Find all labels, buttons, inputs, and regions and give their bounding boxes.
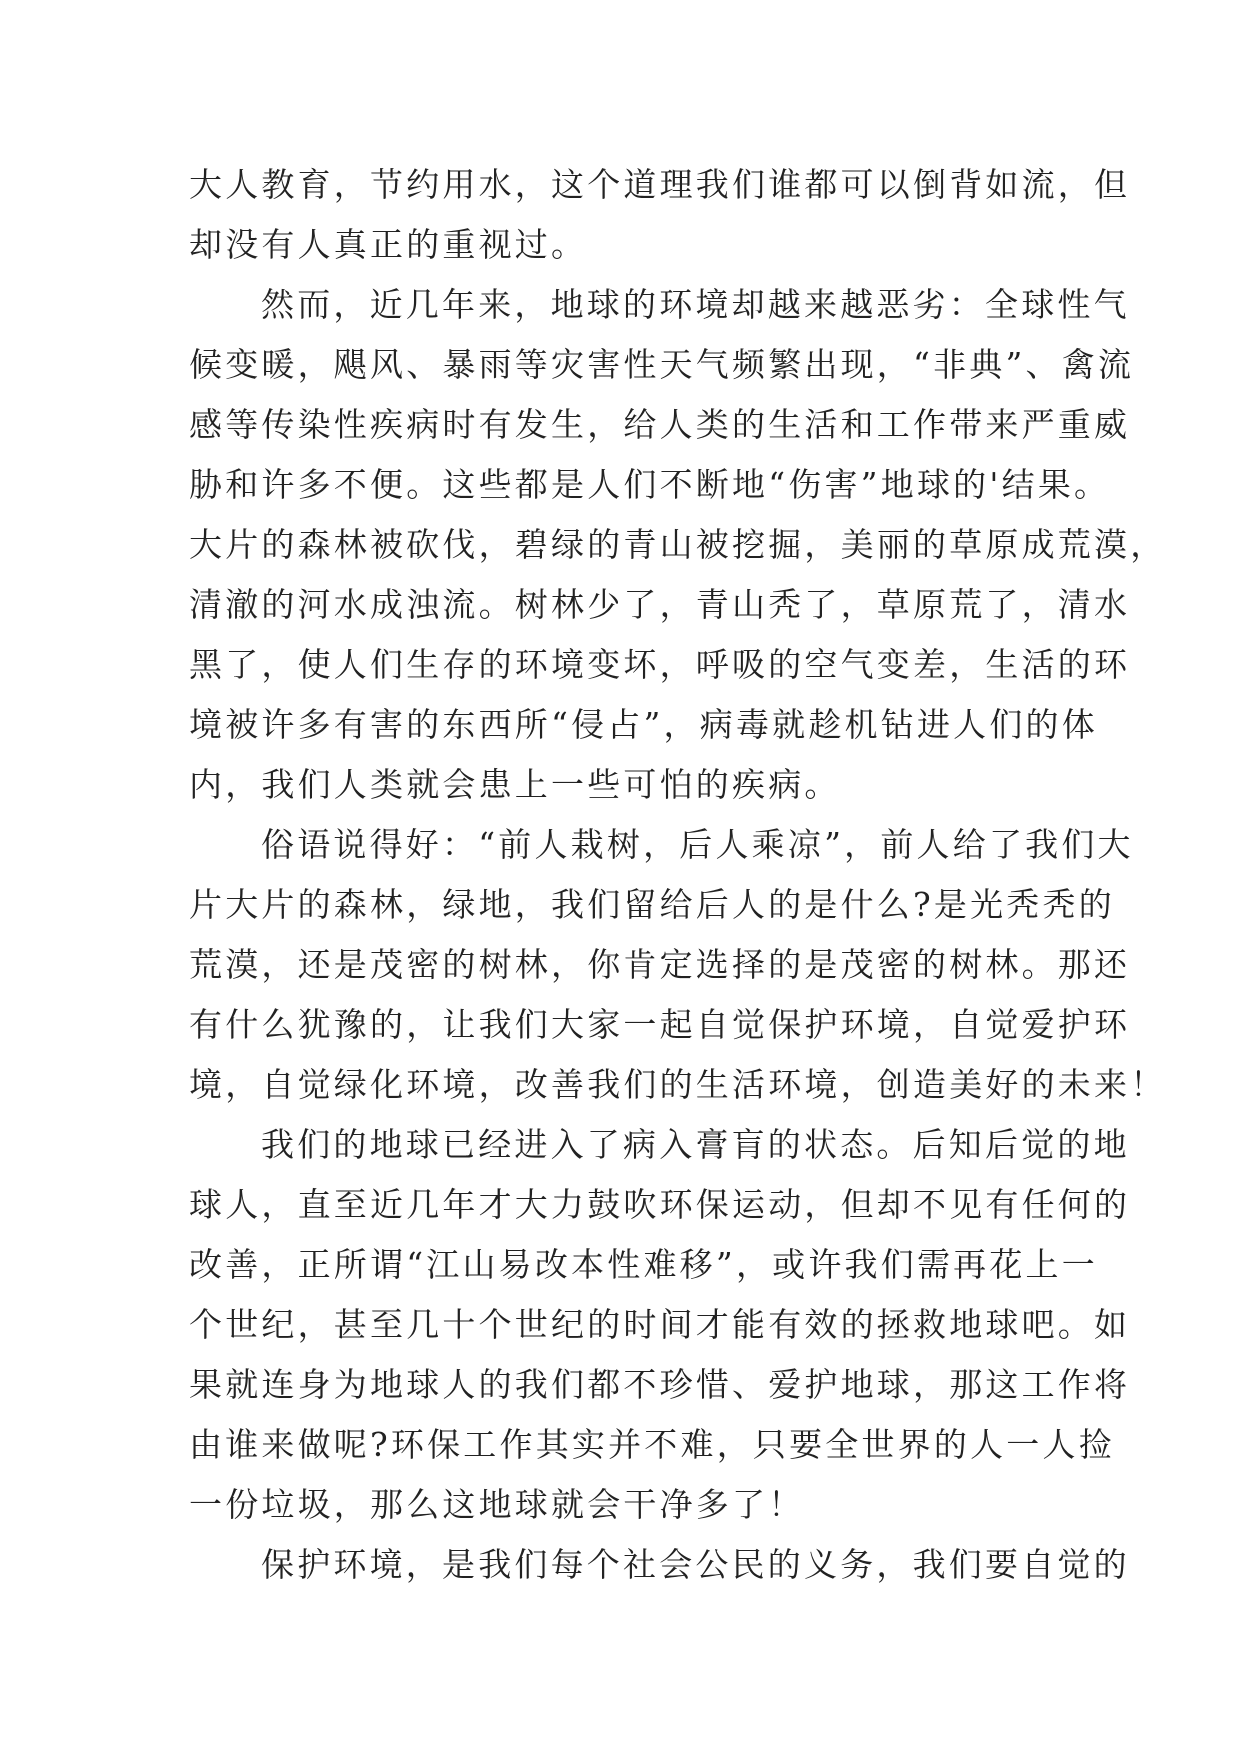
text-line: 一份垃圾，那么这地球就会干净多了！	[189, 1485, 805, 1524]
text-line: 内，我们人类就会患上一些可怕的疾病。	[189, 765, 841, 804]
paragraph-start-line: 我们的地球已经进入了病入膏肓的状态。后知后觉的地	[261, 1125, 1130, 1164]
text-line: 片大片的森林，绿地，我们留给后人的是什么?是光秃秃的	[189, 885, 1115, 924]
text-line: 却没有人真正的重视过。	[189, 225, 588, 264]
text-line: 胁和许多不便。这些都是人们不断地“伤害”地球的'结果。	[189, 465, 1111, 504]
text-line: 荒漠，还是茂密的树林，你肯定选择的是茂密的树林。那还	[189, 945, 1131, 984]
paragraph-start-line: 然而，近几年来，地球的环境却越来越恶劣：全球性气	[261, 285, 1130, 324]
text-line: 由谁来做呢?环保工作其实并不难，只要全世界的人一人捡	[189, 1425, 1115, 1464]
text-line: 感等传染性疾病时有发生，给人类的生活和工作带来严重威	[189, 405, 1131, 444]
text-line: 改善，正所谓“江山易改本性难移”，或许我们需再花上一	[189, 1245, 1098, 1284]
text-line: 大片的森林被砍伐，碧绿的青山被挖掘，美丽的草原成荒漠，	[189, 525, 1167, 564]
paragraph-start-line: 俗语说得好：“前人栽树，后人乘凉”，前人给了我们大	[261, 825, 1134, 864]
text-line: 有什么犹豫的，让我们大家一起自觉保护环境，自觉爱护环	[189, 1005, 1131, 1044]
text-line: 候变暖，飓风、暴雨等灾害性天气频繁出现，“非典”、禽流	[189, 345, 1135, 384]
text-line: 境，自觉绿化环境，改善我们的生活环境，创造美好的未来！	[189, 1065, 1167, 1104]
text-line: 大人教育，节约用水，这个道理我们谁都可以倒背如流，但	[189, 165, 1131, 204]
text-line: 球人，直至近几年才大力鼓吹环保运动，但却不见有任何的	[189, 1185, 1131, 1224]
text-line: 个世纪，甚至几十个世纪的时间才能有效的拯救地球吧。如	[189, 1305, 1131, 1344]
text-line: 黑了，使人们生存的环境变坏，呼吸的空气变差，生活的环	[189, 645, 1131, 684]
body-text	[189, 155, 1167, 1595]
text-line: 境被许多有害的东西所“侵占”，病毒就趁机钻进人们的体	[189, 705, 1098, 744]
paragraph-start-line: 保护环境，是我们每个社会公民的义务，我们要自觉的	[261, 1545, 1130, 1584]
text-line: 果就连身为地球人的我们都不珍惜、爱护地球，那这工作将	[189, 1365, 1131, 1404]
text-line: 清澈的河水成浊流。树林少了，青山秃了，草原荒了，清水	[189, 585, 1131, 624]
